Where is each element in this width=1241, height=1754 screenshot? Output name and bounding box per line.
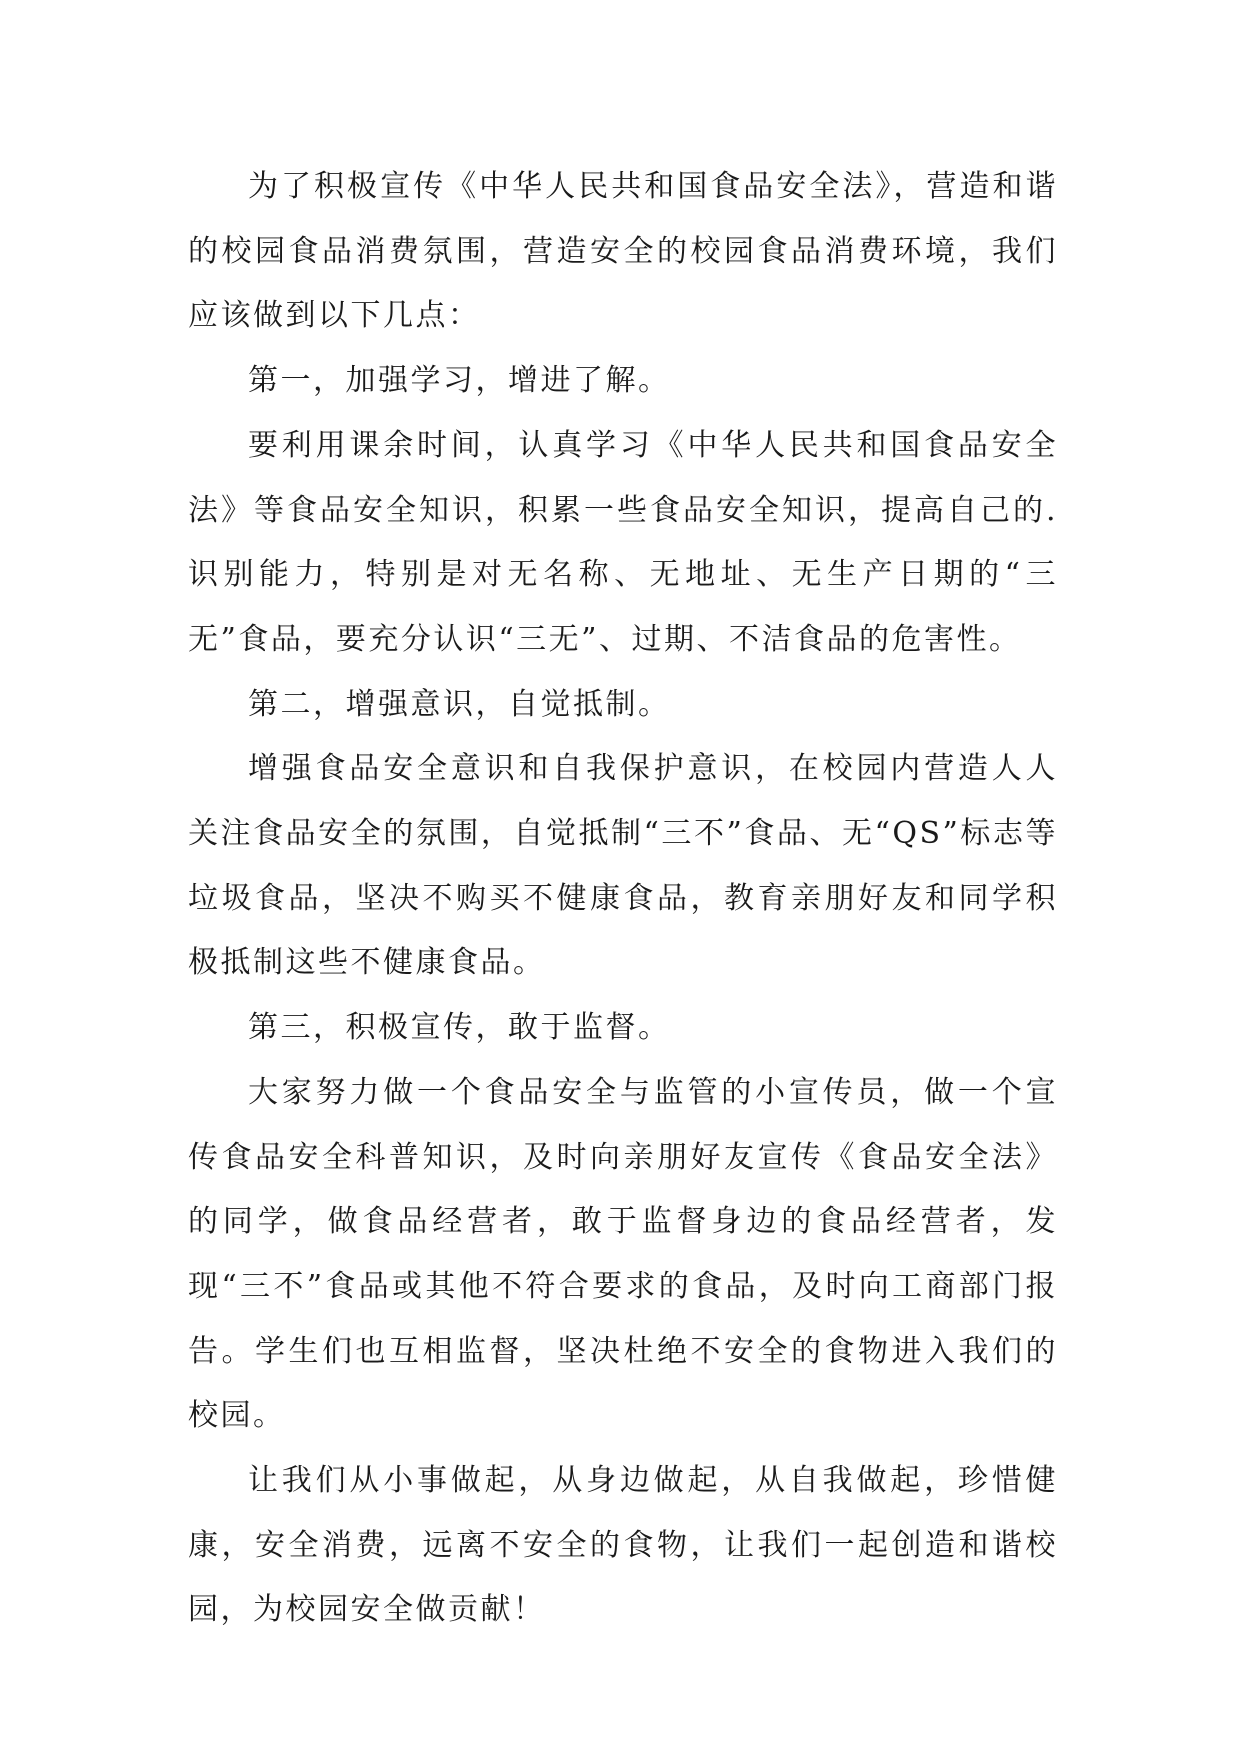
- document-body: [188, 155, 1058, 1643]
- heading-point-one: 第一，加强学习，增进了解。: [248, 363, 671, 399]
- heading-point-three: 第三，积极宣传，敢于监督。: [248, 1010, 671, 1046]
- paragraph-point-three: 大家努力做一个食品安全与监管的小宣传员，做一个宣传食品安全科普知识，及时向亲朋好友宣传《食品安全法》的同学，做食品经营者，敢于监督身边的食品经营者，发现“三不”食品或其他不符合要求的食品，及时向工商部门报告。学生们也互相监督，坚决杜绝不安全的食物进入我们的校园。: [188, 1074, 1058, 1434]
- paragraph-point-one: 要利用课余时间，认真学习《中华人民共和国食品安全法》等食品安全知识，积累一些食品安全知识，提高自己的.识别能力，特别是对无名称、无地址、无生产日期的“三无”食品，要充分认识“三无”、过期、不洁食品的危害性。: [188, 427, 1058, 657]
- paragraph-point-two: 增强食品安全意识和自我保护意识，在校园内营造人人关注食品安全的氛围，自觉抵制“三不”食品、无“QS”标志等垃圾食品，坚决不购买不健康食品，教育亲朋好友和同学积极抵制这些不健康食品。: [188, 751, 1058, 981]
- paragraph-conclusion: 让我们从小事做起，从身边做起，从自我做起，珍惜健康，安全消费，远离不安全的食物，让我们一起创造和谐校园，为校园安全做贡献！: [188, 1463, 1058, 1628]
- paragraph-intro: 为了积极宣传《中华人民共和国食品安全法》，营造和谐的校园食品消费氛围，营造安全的校园食品消费环境，我们应该做到以下几点：: [188, 169, 1058, 334]
- heading-point-two: 第二，增强意识，自觉抵制。: [248, 686, 671, 722]
